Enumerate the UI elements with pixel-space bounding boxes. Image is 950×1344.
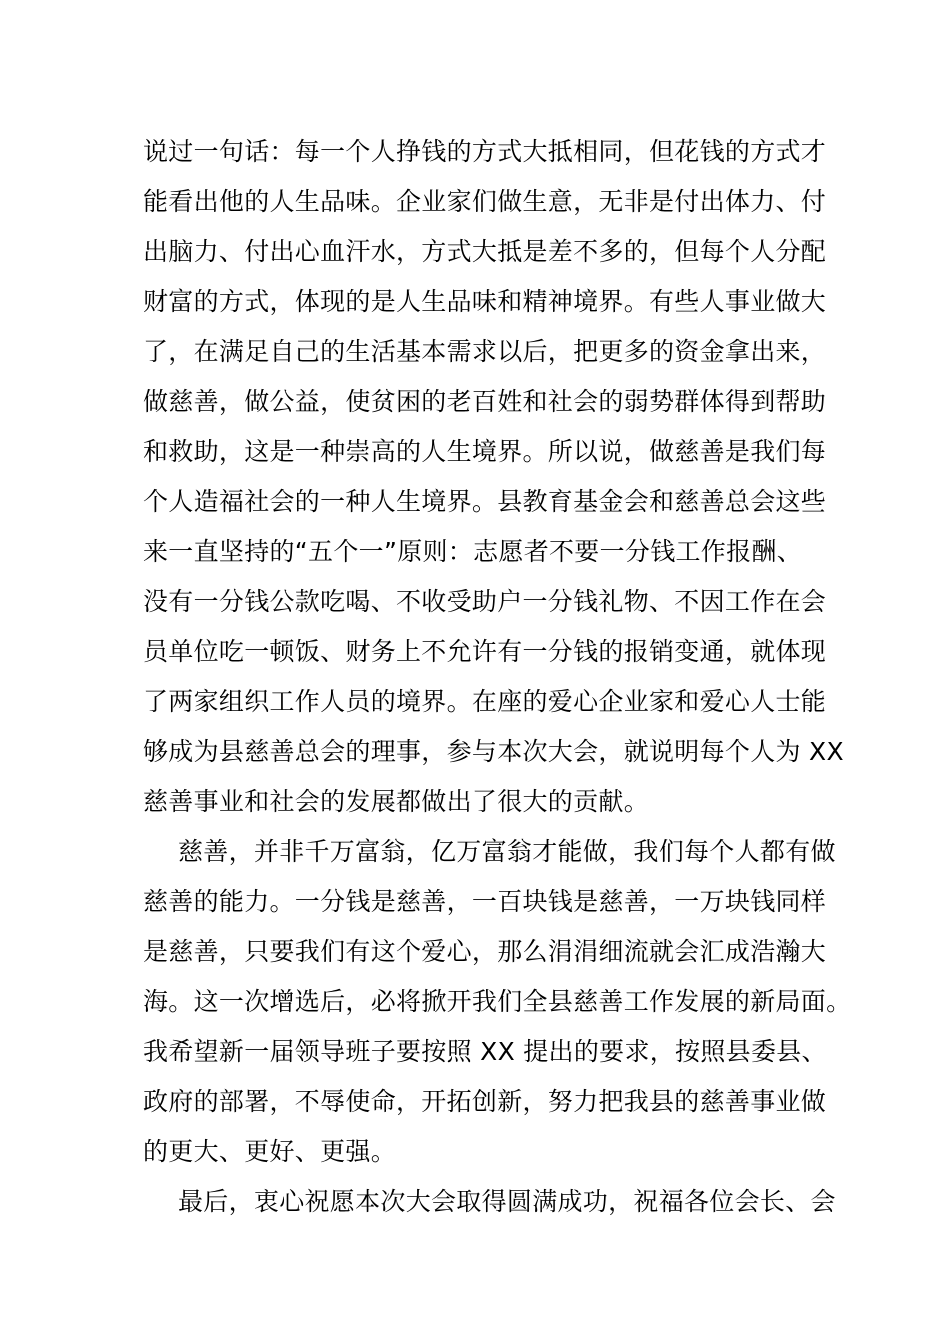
text-line: 海。这一次增选后，必将掀开我们全县慈善工作发展的新局面。 — [143, 987, 852, 1016]
text-line: 说过一句话：每一个人挣钱的方式大抵相同，但花钱的方式才 — [143, 137, 827, 166]
text-line: 是慈善，只要我们有这个爱心，那么涓涓细流就会汇成浩瀚大 — [143, 937, 827, 966]
text-line: 我希望新一届领导班子要按照 XX 提出的要求，按照县委县、 — [143, 1037, 827, 1066]
paragraph-first-line: 慈善，并非千万富翁，亿万富翁才能做，我们每个人都有做 — [178, 837, 836, 866]
text-line: 没有一分钱公款吃喝、不收受助户一分钱礼物、不因工作在会 — [143, 587, 827, 616]
paragraph-first-line: 最后，衷心祝愿本次大会取得圆满成功，祝福各位会长、会 — [178, 1187, 836, 1216]
text-line: 个人造福社会的一种人生境界。县教育基金会和慈善总会这些 — [143, 487, 827, 516]
text-line: 慈善的能力。一分钱是慈善，一百块钱是慈善，一万块钱同样 — [143, 887, 827, 916]
text-line: 做慈善，做公益，使贫困的老百姓和社会的弱势群体得到帮助 — [143, 387, 827, 416]
text-line: 了，在满足自己的生活基本需求以后，把更多的资金拿出来， — [143, 337, 827, 366]
text-line: 员单位吃一顿饭、财务上不允许有一分钱的报销变通，就体现 — [143, 637, 827, 666]
text-line: 的更大、更好、更强。 — [143, 1137, 397, 1166]
text-line: 财富的方式，体现的是人生品味和精神境界。有些人事业做大 — [143, 287, 827, 316]
text-line: 能看出他的人生品味。企业家们做生意，无非是付出体力、付 — [143, 187, 827, 216]
text-line: 出脑力、付出心血汗水，方式大抵是差不多的，但每个人分配 — [143, 237, 827, 266]
text-line: 够成为县慈善总会的理事，参与本次大会，就说明每个人为 XX — [143, 737, 844, 766]
text-line: 和救助，这是一种崇高的人生境界。所以说，做慈善是我们每 — [143, 437, 827, 466]
text-line: 慈善事业和社会的发展都做出了很大的贡献。 — [143, 787, 650, 816]
text-line: 政府的部署，不辱使命，开拓创新，努力把我县的慈善事业做 — [143, 1087, 827, 1116]
text-line: 了两家组织工作人员的境界。在座的爱心企业家和爱心人士能 — [143, 687, 827, 716]
text-line: 来一直坚持的“五个一”原则：志愿者不要一分钱工作报酬、 — [143, 537, 803, 566]
